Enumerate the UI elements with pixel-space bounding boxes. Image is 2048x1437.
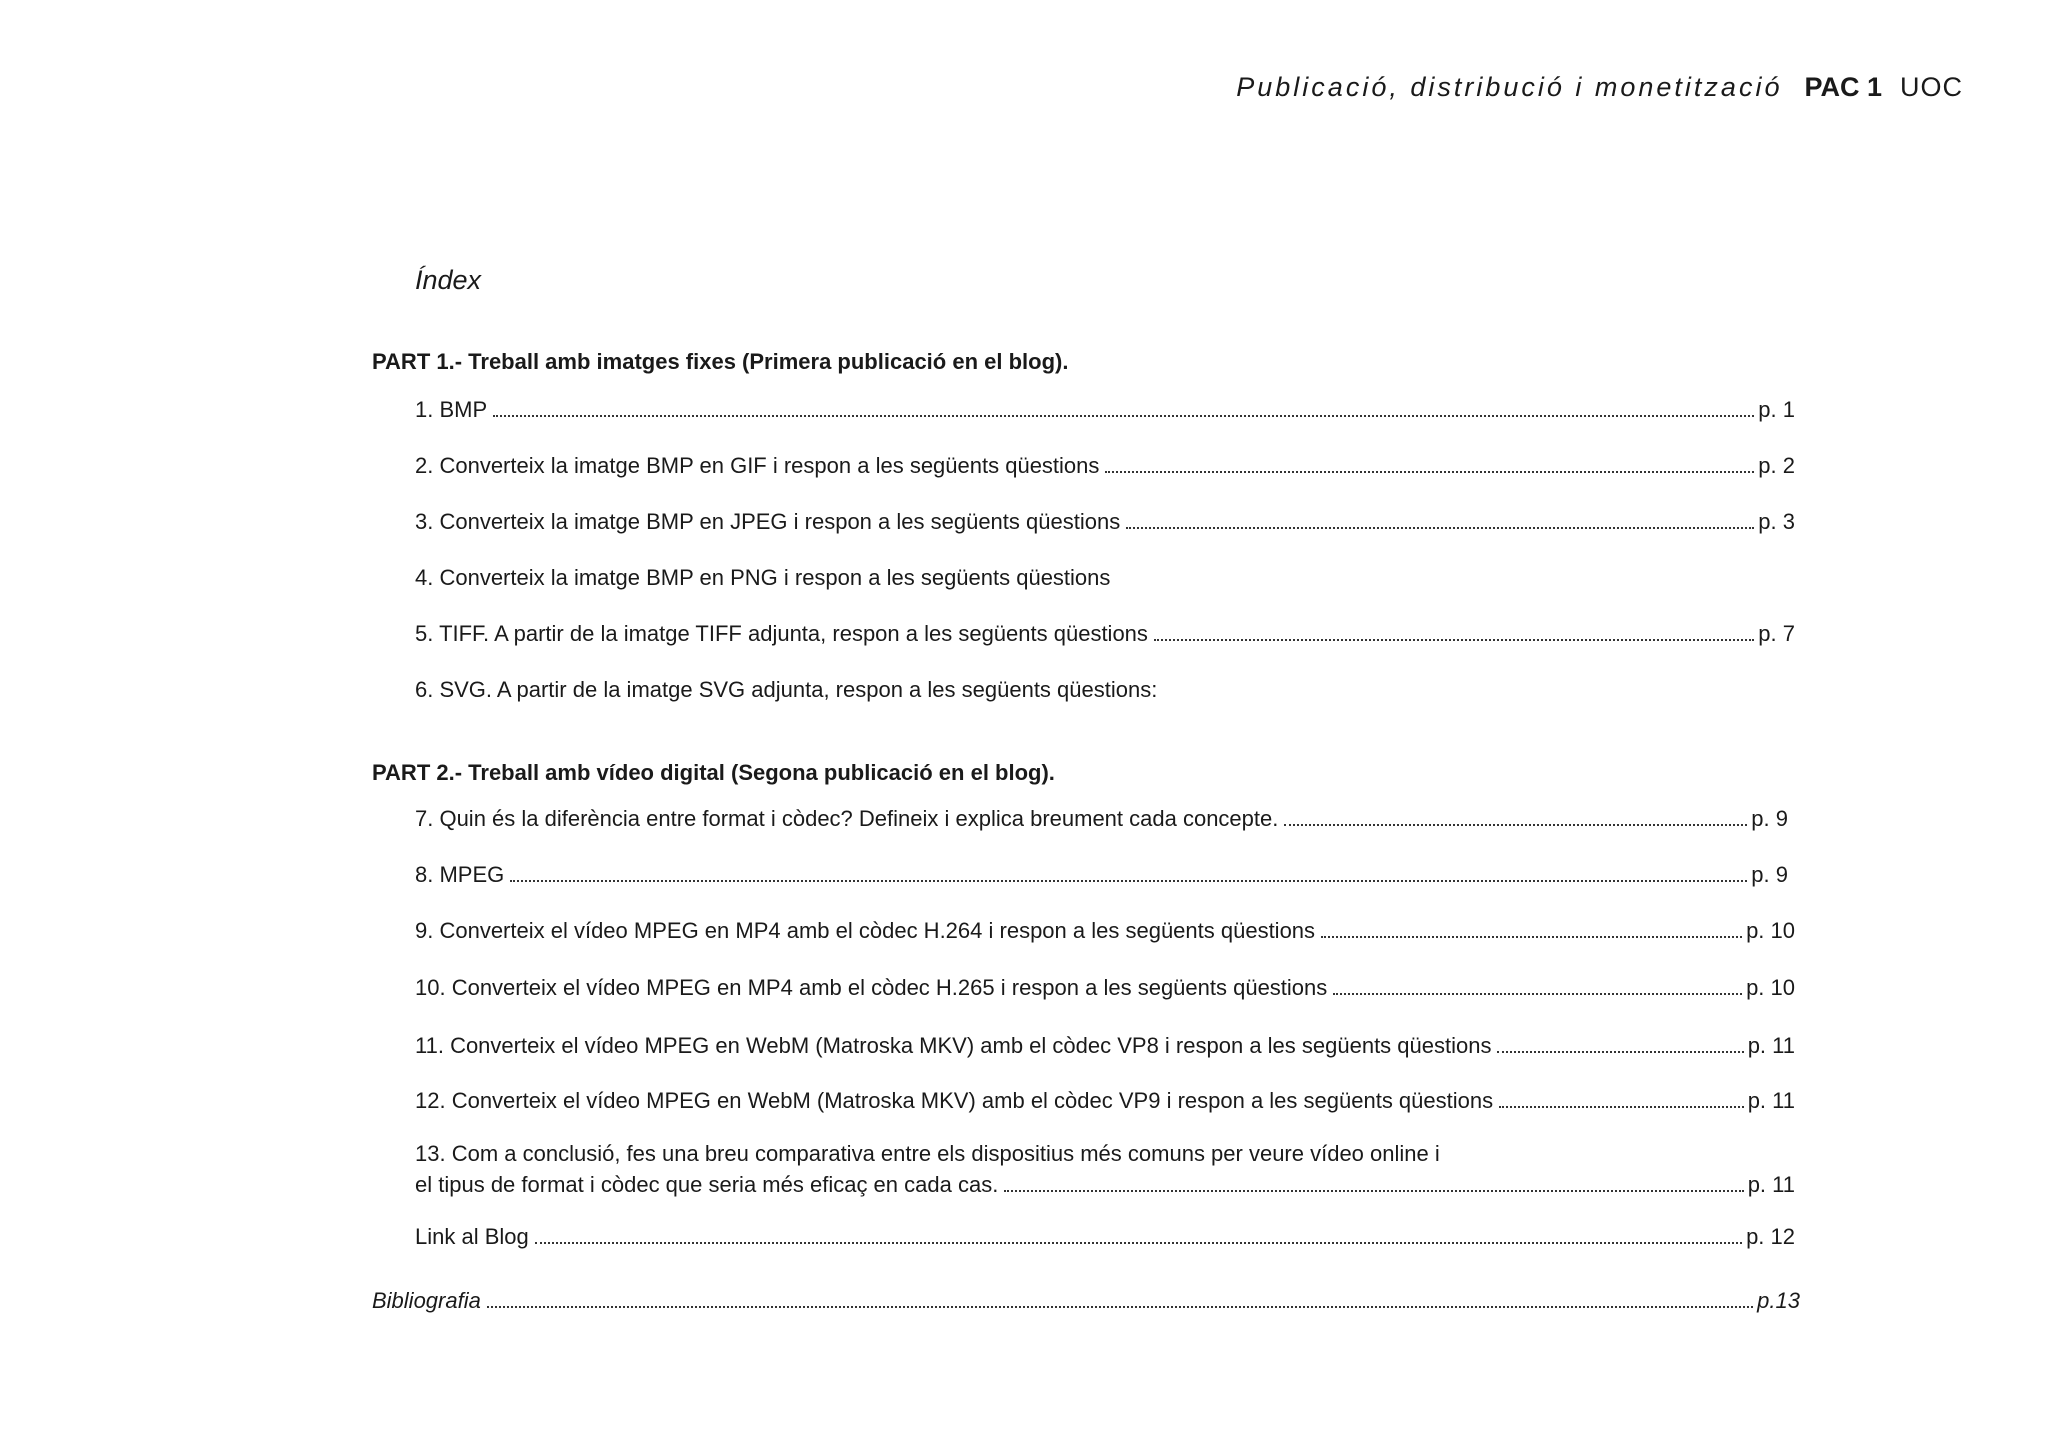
- toc-entry-label: 5. TIFF. A partir de la imatge TIFF adjunta, respon a les següents qüestions: [415, 621, 1148, 646]
- toc-entry-page: p. 9: [1751, 806, 1788, 831]
- toc-entry-page: p. 10: [1746, 918, 1795, 943]
- toc-entry-label: 3. Converteix la imatge BMP en JPEG i respon a les següents qüestions: [415, 509, 1121, 534]
- dot-leader: [493, 414, 1754, 417]
- toc-entry-label: 10. Converteix el vídeo MPEG en MP4 amb el còdec H.265 i respon a les següents qüestions: [415, 975, 1328, 1000]
- toc-entry-page: p. 11: [1747, 1172, 1795, 1197]
- toc-entry-13[interactable]: [415, 1172, 1795, 1202]
- toc-entry-page: p. 10: [1746, 975, 1795, 1000]
- toc-entry-label: 9. Converteix el vídeo MPEG en MP4 amb el còdec H.264 i respon a les següents qüestions: [415, 918, 1316, 943]
- part1-title: PART 1.- Treball amb imatges fixes (Primera publicació en el blog).: [372, 349, 1069, 374]
- toc-entry-label: el tipus de format i còdec que seria més eficaç en cada cas.: [415, 1172, 999, 1197]
- dot-leader: [1154, 638, 1754, 641]
- toc-entry-2[interactable]: [415, 453, 1795, 483]
- toc-entry-page: p. 1: [1758, 397, 1795, 422]
- toc-entry-page: p. 11: [1747, 1033, 1795, 1058]
- dot-leader: [487, 1305, 1753, 1308]
- dot-leader: [1321, 935, 1742, 938]
- toc-entry-page: p.13: [1757, 1288, 1800, 1313]
- dot-leader: [1105, 470, 1754, 473]
- toc-entry-page: p. 7: [1758, 621, 1795, 646]
- page-header: [1236, 72, 1963, 103]
- toc-entry-9[interactable]: [415, 918, 1795, 948]
- toc-entry-label: 4. Converteix la imatge BMP en PNG i respon a les següents qüestions: [415, 565, 1111, 590]
- toc-entry-label: Bibliografia: [372, 1288, 481, 1313]
- toc-entry-page: p. 11: [1747, 1088, 1795, 1113]
- toc-entry-1[interactable]: [415, 397, 1795, 427]
- toc-entry-10[interactable]: [415, 975, 1795, 1005]
- dot-leader: [535, 1241, 1742, 1244]
- toc-entry-label: 7. Quin és la diferència entre format i còdec? Defineix i explica breument cada concepte.: [415, 806, 1279, 831]
- toc-entry-page: p. 2: [1758, 453, 1795, 478]
- dot-leader: [1284, 823, 1747, 826]
- dot-leader: [510, 879, 1747, 882]
- dot-leader: [1126, 526, 1754, 529]
- toc-entry-label: 8. MPEG: [415, 862, 505, 887]
- toc-entry-page: p. 12: [1746, 1224, 1795, 1249]
- toc-entry-3[interactable]: [415, 509, 1795, 539]
- dot-leader: [1497, 1050, 1743, 1053]
- toc-entry-label: 6. SVG. A partir de la imatge SVG adjunta, respon a les següents qüestions:: [415, 677, 1158, 702]
- toc-entry-page: p. 3: [1758, 509, 1795, 534]
- toc-entry-label: 1. BMP: [415, 397, 488, 422]
- toc-entry-bibliography[interactable]: [372, 1288, 1800, 1318]
- toc-entry-4[interactable]: [415, 565, 1795, 595]
- part2-title: PART 2.- Treball amb vídeo digital (Segona publicació en el blog).: [372, 760, 1055, 785]
- toc-entry-label: Link al Blog: [415, 1224, 529, 1249]
- toc-entry-13-line1: 13. Com a conclusió, fes una breu comparativa entre els dispositius més comuns per veure vídeo online i: [415, 1141, 1440, 1166]
- dot-leader: [1333, 992, 1742, 995]
- toc-entry-label: 11. Converteix el vídeo MPEG en WebM (Matroska MKV) amb el còdec VP8 i respon a les següents qüestions: [415, 1033, 1492, 1058]
- index-title: Índex: [415, 265, 482, 295]
- toc-entry-page: p. 9: [1751, 862, 1788, 887]
- toc-entry-8[interactable]: [415, 862, 1788, 892]
- header-pac: PAC 1: [1804, 72, 1882, 102]
- dot-leader: [1499, 1105, 1744, 1108]
- toc-entry-12[interactable]: [415, 1088, 1795, 1118]
- toc-entry-11[interactable]: [415, 1033, 1795, 1063]
- toc-entry-6[interactable]: [415, 677, 1795, 707]
- toc-entry-5[interactable]: [415, 621, 1795, 651]
- dot-leader: [1004, 1189, 1743, 1192]
- toc-entry-blog-link[interactable]: [415, 1224, 1795, 1254]
- header-subject: Publicació, distribució i monetització: [1236, 72, 1783, 102]
- header-institution: UOC: [1900, 72, 1963, 102]
- toc-entry-label: 12. Converteix el vídeo MPEG en WebM (Matroska MKV) amb el còdec VP9 i respon a les següents qüestions: [415, 1088, 1494, 1113]
- toc-entry-7[interactable]: [415, 806, 1788, 836]
- toc-entry-label: 2. Converteix la imatge BMP en GIF i respon a les següents qüestions: [415, 453, 1100, 478]
